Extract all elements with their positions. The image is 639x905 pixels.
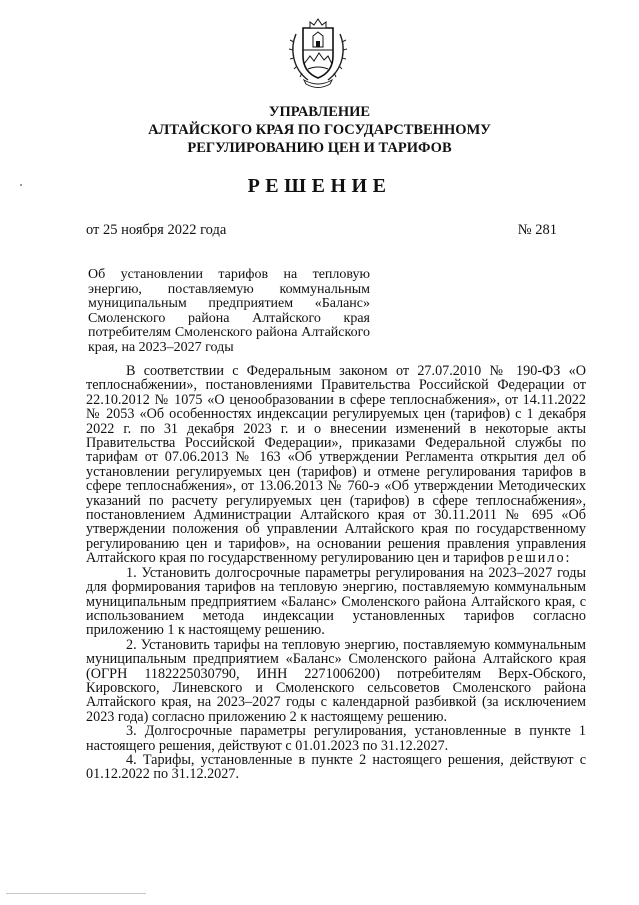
preamble-paragraph xyxy=(86,364,586,566)
item-paragraph-3: 3. Долгосрочные параметры регулирования, установленные в пункте 1 настоящего решения, действуют с 01.01.2023 по 31.12.2027. xyxy=(86,723,586,754)
document-number: № 281 xyxy=(517,222,557,238)
document-subject: Об установлении тарифов на тепловую энергию, поставляемую коммунальным муниципальным предприятием «Баланс» Смоленского района Алтайского края потребителям Смоленского района Алтайского края, на 2023–2027 годы xyxy=(88,267,370,355)
document-type-title: РЕШЕНИЕ xyxy=(247,175,392,197)
item-paragraph-4: 4. Тарифы, установленные в пункте 2 настоящего решения, действуют с 01.12.2022 по 31.12.2027. xyxy=(86,751,586,783)
coat-of-arms-icon xyxy=(286,14,350,90)
scan-mark xyxy=(20,184,22,186)
item-paragraph-2: 2. Установить тарифы на тепловую энергию, поставляемую коммунальным муниципальным предприятием «Баланс» Смоленского района Алтайского края (ОГРН 1182225030790, ИНН 2271006200) потребителям Верх-Обского, Кировского, Линевского и Смоленского сельсоветов Смоленского района Алтайского края, на 2023–2027 годы с календарной разбивкой (за исключением 2023 года) согласно приложению 2 к настоящему решению. xyxy=(86,636,586,725)
footer-rule xyxy=(6,893,146,894)
issuing-authority xyxy=(0,103,639,157)
authority-line-1: УПРАВЛЕНИЕ xyxy=(268,104,371,120)
preamble-text: В соответствии с Федеральным законом от 27.07.2010 № 190-ФЗ «О теплоснабжении», постановлениями Правительства Российской Федерации от 22.10.2012 № 1075 «О ценообразовании в сфере теплоснабжения», от 14.11.2022 № 2053 «Об особенностях индексации регулируемых цен (тарифов) с 1 декабря 2022 г. по 31 декабря 2023 г. и о внесении изменений в некоторые акты Правительства Российской Федерации», приказами Федеральной службы по тарифам от 07.06.2013 № 163 «Об утверждении Регламента открытия дел об установлении регулируемых цен (тарифов) и отмене регулирования тарифов в сфере теплоснабжения», от 13.06.2013 № 760-э «Об утверждении Методических указаний по расчету регулируемых цен (тарифов) в сфере теплоснабжения», постановлением Администрации Алтайского края от 30.11.2011 № 695 «Об утверждении положения об управлении Алтайского края по государственному регулированию цен и тарифов», на основании решения правления управления Алтайского края по государственному регулированию цен и тарифов xyxy=(86,363,586,567)
authority-line-3: РЕГУЛИРОВАНИЮ ЦЕН И ТАРИФОВ xyxy=(187,140,452,156)
authority-line-2: АЛТАЙСКОГО КРАЯ ПО ГОСУДАРСТВЕННОМУ xyxy=(148,122,491,138)
document-body xyxy=(86,364,586,782)
item-paragraph-1: 1. Установить долгосрочные параметры регулирования на 2023–2027 годы для формирования тарифов на тепловую энергию, поставляемую коммунальным муниципальным предприятием «Баланс» Смоленского района Алтайского края, с использованием метода индексации установленных тарифов согласно приложению 1 к настоящему решению. xyxy=(86,564,586,639)
resolved-word: решило: xyxy=(507,550,572,567)
document-date: от 25 ноября 2022 года xyxy=(86,222,227,238)
